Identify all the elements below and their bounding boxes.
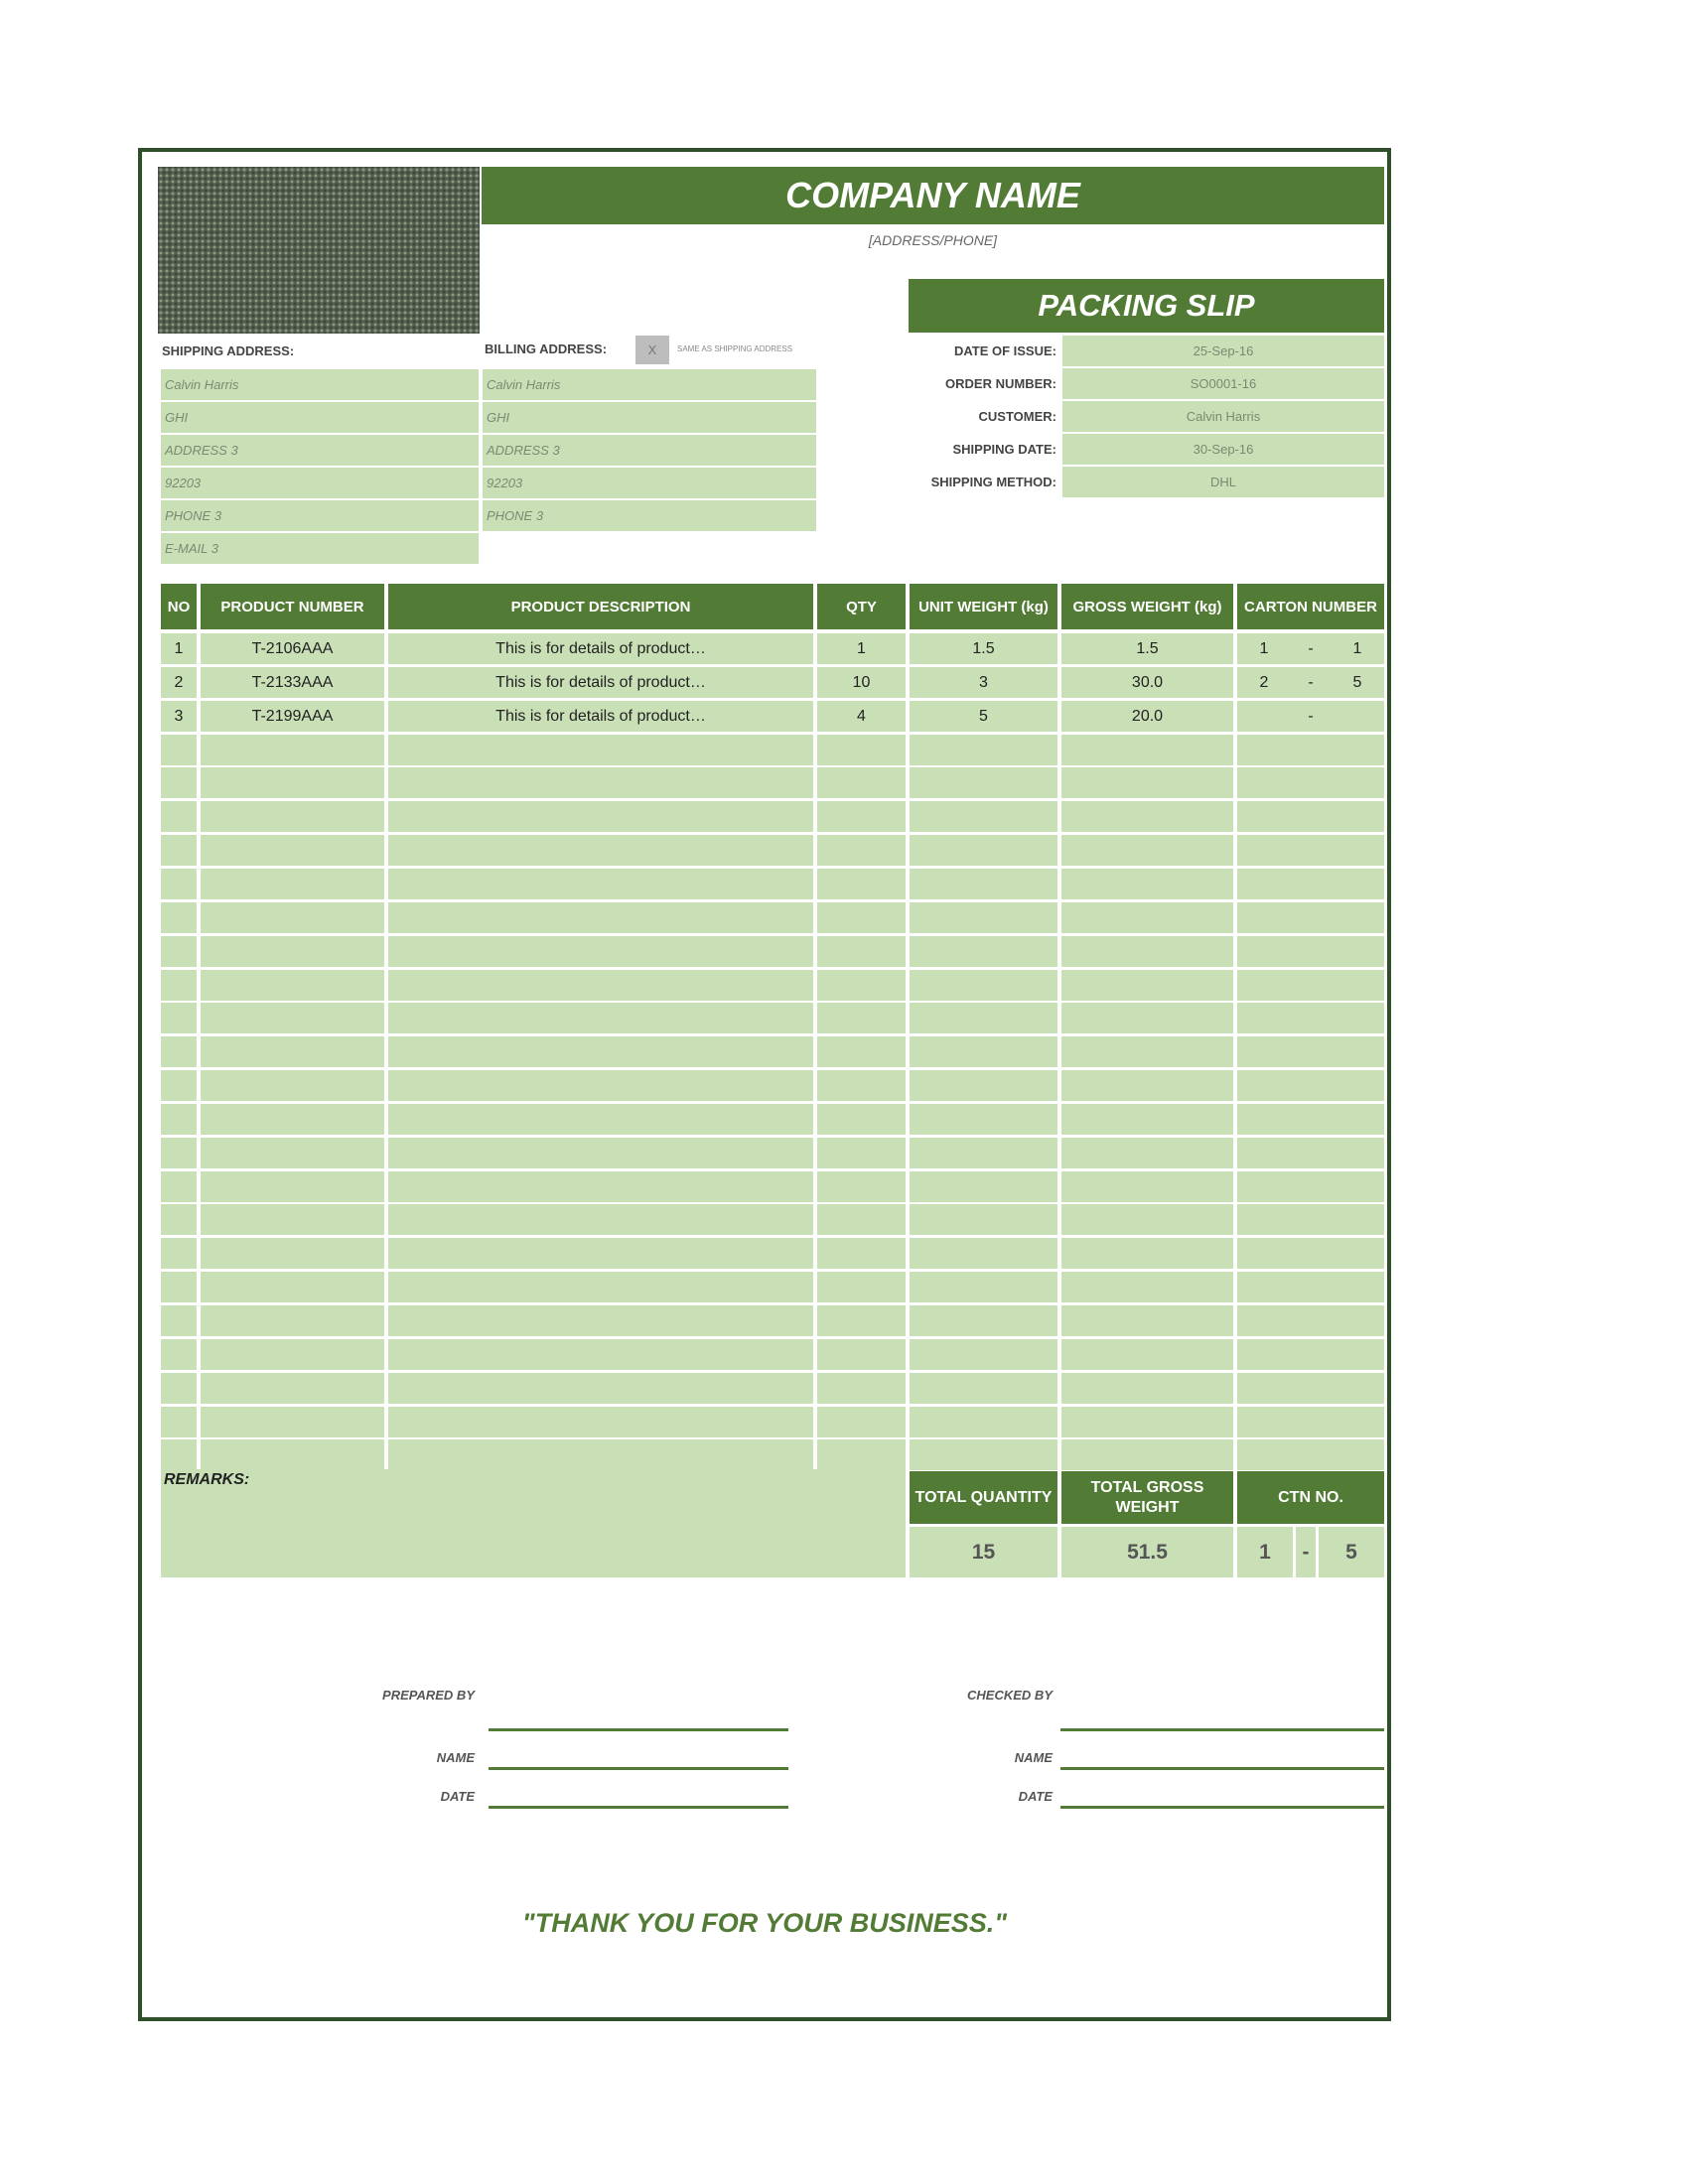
cell-gross-weight[interactable]: 30.0 bbox=[1061, 667, 1233, 698]
cell-qty[interactable]: 1 bbox=[817, 633, 906, 664]
cell-product-description[interactable]: This is for details of product… bbox=[388, 633, 813, 664]
remarks-field[interactable] bbox=[161, 1469, 906, 1577]
cell-gross-weight[interactable] bbox=[1061, 1003, 1233, 1033]
shipping-address-line[interactable]: ADDRESS 3 bbox=[161, 435, 479, 466]
carton-from: 2 bbox=[1259, 673, 1269, 691]
cell-product-description[interactable] bbox=[388, 1204, 813, 1235]
cell-no[interactable] bbox=[161, 1238, 197, 1269]
cell-carton-number[interactable] bbox=[1237, 1036, 1384, 1067]
cell-no[interactable] bbox=[161, 1305, 197, 1336]
cell-unit-weight[interactable] bbox=[910, 1439, 1057, 1470]
cell-unit-weight[interactable] bbox=[910, 869, 1057, 899]
cell-qty[interactable] bbox=[817, 1439, 906, 1470]
cell-unit-weight[interactable] bbox=[910, 1104, 1057, 1135]
cell-product-description[interactable] bbox=[388, 1439, 813, 1470]
customer-value[interactable]: Calvin Harris bbox=[1062, 401, 1384, 432]
document-title: PACKING SLIP bbox=[909, 279, 1384, 333]
thank-you-message: "THANK YOU FOR YOUR BUSINESS." bbox=[521, 1908, 1008, 1938]
cell-gross-weight[interactable] bbox=[1061, 1104, 1233, 1135]
cell-no[interactable] bbox=[161, 1036, 197, 1067]
cell-carton-number[interactable] bbox=[1237, 1070, 1384, 1101]
cell-unit-weight[interactable] bbox=[910, 767, 1057, 798]
col-header-qty: QTY bbox=[817, 584, 906, 629]
ctn-to-value: 5 bbox=[1319, 1527, 1384, 1577]
cell-unit-weight[interactable]: 3 bbox=[910, 667, 1057, 698]
shipping-address-line[interactable]: PHONE 3 bbox=[161, 500, 479, 531]
cell-unit-weight[interactable] bbox=[910, 1171, 1057, 1202]
cell-product-description[interactable] bbox=[388, 1036, 813, 1067]
carton-to: 1 bbox=[1352, 639, 1362, 657]
shipping-method-label: SHIPPING METHOD: bbox=[930, 475, 1056, 489]
cell-carton-number[interactable] bbox=[1237, 735, 1384, 765]
total-gross-weight-label: TOTAL GROSS WEIGHT bbox=[1061, 1471, 1233, 1524]
col-header-product-description: PRODUCT DESCRIPTION bbox=[388, 584, 813, 629]
carton-sep: - bbox=[1308, 673, 1314, 691]
col-header-unit-weight: UNIT WEIGHT (kg) bbox=[910, 584, 1057, 629]
cell-carton-number[interactable] bbox=[1237, 1238, 1384, 1269]
cell-product-number[interactable] bbox=[201, 735, 384, 765]
checked-by-line[interactable] bbox=[1060, 1728, 1384, 1731]
cell-carton-number[interactable] bbox=[1237, 801, 1384, 832]
cell-carton-number[interactable] bbox=[1237, 1373, 1384, 1404]
cell-product-number[interactable]: T-2106AAA bbox=[201, 633, 384, 664]
cell-qty[interactable] bbox=[817, 1272, 906, 1302]
cell-carton-number[interactable] bbox=[1237, 1439, 1384, 1470]
cell-gross-weight[interactable] bbox=[1061, 735, 1233, 765]
cell-unit-weight[interactable]: 1.5 bbox=[910, 633, 1057, 664]
cell-qty[interactable] bbox=[817, 936, 906, 967]
col-header-no: NO bbox=[161, 584, 197, 629]
cell-qty[interactable] bbox=[817, 1003, 906, 1033]
cell-product-description[interactable] bbox=[388, 1339, 813, 1370]
shipping-address-line[interactable]: E-MAIL 3 bbox=[161, 533, 479, 564]
cell-carton-number[interactable] bbox=[1237, 970, 1384, 1001]
cell-qty[interactable] bbox=[817, 970, 906, 1001]
cell-product-description[interactable] bbox=[388, 1238, 813, 1269]
cell-product-number[interactable] bbox=[201, 1272, 384, 1302]
cell-product-number[interactable] bbox=[201, 1138, 384, 1168]
cell-product-description[interactable] bbox=[388, 1138, 813, 1168]
cell-product-number[interactable] bbox=[201, 1104, 384, 1135]
billing-address-line[interactable]: GHI bbox=[483, 402, 816, 433]
cell-no[interactable] bbox=[161, 1171, 197, 1202]
cell-gross-weight[interactable] bbox=[1061, 835, 1233, 866]
billing-address-line[interactable]: PHONE 3 bbox=[483, 500, 816, 531]
cell-gross-weight[interactable] bbox=[1061, 1339, 1233, 1370]
col-header-carton-number: CARTON NUMBER bbox=[1237, 584, 1384, 629]
cell-qty[interactable] bbox=[817, 735, 906, 765]
cell-product-description[interactable] bbox=[388, 767, 813, 798]
cell-product-description[interactable] bbox=[388, 1272, 813, 1302]
cell-carton-number[interactable] bbox=[1237, 1407, 1384, 1437]
company-name: COMPANY NAME bbox=[482, 167, 1384, 224]
cell-product-description[interactable] bbox=[388, 1070, 813, 1101]
cell-product-description[interactable]: This is for details of product… bbox=[388, 701, 813, 732]
cell-qty[interactable] bbox=[817, 1171, 906, 1202]
cell-product-number[interactable]: T-2133AAA bbox=[201, 667, 384, 698]
checked-date-label: DATE bbox=[1018, 1789, 1053, 1804]
cell-product-description[interactable] bbox=[388, 970, 813, 1001]
shipping-address-label: SHIPPING ADDRESS: bbox=[162, 343, 295, 358]
cell-product-number[interactable] bbox=[201, 1003, 384, 1033]
billing-address-label: BILLING ADDRESS: bbox=[485, 341, 608, 356]
carton-sep: - bbox=[1308, 639, 1314, 657]
cell-product-number[interactable] bbox=[201, 1070, 384, 1101]
cell-gross-weight[interactable] bbox=[1061, 1204, 1233, 1235]
cell-product-description[interactable] bbox=[388, 902, 813, 933]
prepared-date-label: DATE bbox=[440, 1789, 475, 1804]
cell-product-number[interactable] bbox=[201, 869, 384, 899]
company-logo bbox=[158, 167, 480, 334]
cell-unit-weight[interactable] bbox=[910, 801, 1057, 832]
shipping-address-line[interactable]: GHI bbox=[161, 402, 479, 433]
cell-gross-weight[interactable] bbox=[1061, 1407, 1233, 1437]
cell-gross-weight[interactable] bbox=[1061, 1439, 1233, 1470]
cell-product-description[interactable] bbox=[388, 735, 813, 765]
cell-product-number[interactable]: T-2199AAA bbox=[201, 701, 384, 732]
cell-no[interactable] bbox=[161, 1339, 197, 1370]
cell-unit-weight[interactable] bbox=[910, 835, 1057, 866]
prepared-name-line[interactable] bbox=[489, 1767, 788, 1770]
cell-product-description[interactable] bbox=[388, 869, 813, 899]
cell-product-number[interactable] bbox=[201, 1171, 384, 1202]
cell-gross-weight[interactable]: 1.5 bbox=[1061, 633, 1233, 664]
cell-gross-weight[interactable] bbox=[1061, 869, 1233, 899]
cell-product-number[interactable] bbox=[201, 970, 384, 1001]
cell-qty[interactable] bbox=[817, 1305, 906, 1336]
cell-qty[interactable]: 4 bbox=[817, 701, 906, 732]
ctn-from-value: 1 bbox=[1237, 1527, 1293, 1577]
cell-qty[interactable] bbox=[817, 1036, 906, 1067]
cell-product-number[interactable] bbox=[201, 767, 384, 798]
cell-qty[interactable] bbox=[817, 1373, 906, 1404]
cell-no[interactable] bbox=[161, 1204, 197, 1235]
cell-product-number[interactable] bbox=[201, 1339, 384, 1370]
order-number-label: ORDER NUMBER: bbox=[945, 376, 1056, 391]
cell-product-number[interactable] bbox=[201, 1204, 384, 1235]
cell-product-number[interactable] bbox=[201, 1238, 384, 1269]
date-of-issue-label: DATE OF ISSUE: bbox=[953, 343, 1056, 358]
cell-no[interactable] bbox=[161, 970, 197, 1001]
cell-gross-weight[interactable] bbox=[1061, 767, 1233, 798]
cell-carton-number[interactable] bbox=[1237, 633, 1384, 664]
cell-product-description[interactable] bbox=[388, 801, 813, 832]
cell-no[interactable] bbox=[161, 936, 197, 967]
cell-unit-weight[interactable] bbox=[910, 970, 1057, 1001]
cell-product-description[interactable] bbox=[388, 1171, 813, 1202]
cell-unit-weight[interactable] bbox=[910, 1272, 1057, 1302]
cell-no[interactable] bbox=[161, 869, 197, 899]
cell-carton-number[interactable] bbox=[1237, 1272, 1384, 1302]
carton-sep: - bbox=[1308, 707, 1314, 725]
cell-carton-number[interactable] bbox=[1237, 902, 1384, 933]
carton-to: 5 bbox=[1352, 673, 1362, 691]
date-of-issue-value[interactable]: 25-Sep-16 bbox=[1062, 336, 1384, 366]
cell-unit-weight[interactable] bbox=[910, 1204, 1057, 1235]
cell-unit-weight[interactable] bbox=[910, 1070, 1057, 1101]
cell-product-number[interactable] bbox=[201, 1036, 384, 1067]
cell-carton-number[interactable] bbox=[1237, 1204, 1384, 1235]
cell-unit-weight[interactable] bbox=[910, 936, 1057, 967]
cell-unit-weight[interactable] bbox=[910, 1373, 1057, 1404]
cell-gross-weight[interactable] bbox=[1061, 1272, 1233, 1302]
checked-name-line[interactable] bbox=[1060, 1767, 1384, 1770]
same-as-shipping-checkbox[interactable]: X bbox=[635, 336, 669, 364]
cell-unit-weight[interactable] bbox=[910, 902, 1057, 933]
same-as-shipping-label: SAME AS SHIPPING ADDRESS bbox=[677, 344, 793, 353]
cell-carton-number[interactable] bbox=[1237, 869, 1384, 899]
cell-unit-weight[interactable] bbox=[910, 1138, 1057, 1168]
cell-no[interactable] bbox=[161, 735, 197, 765]
company-address-phone: [ADDRESS/PHONE] bbox=[868, 232, 998, 248]
cell-product-number[interactable] bbox=[201, 1439, 384, 1470]
cell-qty[interactable] bbox=[817, 1104, 906, 1135]
cell-no[interactable] bbox=[161, 1272, 197, 1302]
checked-name-label: NAME bbox=[1014, 1750, 1053, 1765]
cell-carton-number[interactable] bbox=[1237, 1171, 1384, 1202]
ctn-no-label: CTN NO. bbox=[1237, 1471, 1384, 1524]
billing-address-line[interactable]: ADDRESS 3 bbox=[483, 435, 816, 466]
cell-unit-weight[interactable] bbox=[910, 1238, 1057, 1269]
cell-gross-weight[interactable] bbox=[1061, 1070, 1233, 1101]
prepared-by-line[interactable] bbox=[489, 1728, 788, 1731]
cell-qty[interactable] bbox=[817, 835, 906, 866]
cell-carton-number[interactable] bbox=[1237, 701, 1384, 732]
cell-product-number[interactable] bbox=[201, 936, 384, 967]
prepared-by-label: PREPARED BY bbox=[382, 1688, 475, 1703]
cell-unit-weight[interactable] bbox=[910, 1003, 1057, 1033]
cell-carton-number[interactable] bbox=[1237, 1339, 1384, 1370]
cell-carton-number[interactable] bbox=[1237, 767, 1384, 798]
total-gross-weight-value: 51.5 bbox=[1061, 1527, 1233, 1577]
carton-from: 1 bbox=[1259, 639, 1269, 657]
cell-no[interactable] bbox=[161, 1070, 197, 1101]
cell-carton-number[interactable] bbox=[1237, 1138, 1384, 1168]
cell-no[interactable] bbox=[161, 902, 197, 933]
order-number-value[interactable]: SO0001-16 bbox=[1062, 368, 1384, 399]
cell-gross-weight[interactable] bbox=[1061, 1036, 1233, 1067]
cell-product-description[interactable] bbox=[388, 835, 813, 866]
cell-qty[interactable] bbox=[817, 1238, 906, 1269]
customer-label: CUSTOMER: bbox=[978, 409, 1056, 424]
cell-no[interactable] bbox=[161, 1003, 197, 1033]
cell-carton-number[interactable] bbox=[1237, 1305, 1384, 1336]
prepared-name-label: NAME bbox=[436, 1750, 475, 1765]
cell-no[interactable] bbox=[161, 1138, 197, 1168]
cell-product-description[interactable] bbox=[388, 1104, 813, 1135]
cell-carton-number[interactable] bbox=[1237, 936, 1384, 967]
cell-qty[interactable] bbox=[817, 1138, 906, 1168]
cell-product-description[interactable] bbox=[388, 1407, 813, 1437]
cell-no[interactable] bbox=[161, 767, 197, 798]
cell-qty[interactable] bbox=[817, 1204, 906, 1235]
ctn-separator: - bbox=[1296, 1527, 1316, 1577]
cell-unit-weight[interactable] bbox=[910, 735, 1057, 765]
total-quantity-value: 15 bbox=[910, 1527, 1057, 1577]
cell-gross-weight[interactable] bbox=[1061, 1171, 1233, 1202]
remarks-label: REMARKS: bbox=[164, 1471, 250, 1488]
cell-product-number[interactable] bbox=[201, 902, 384, 933]
cell-no[interactable]: 2 bbox=[161, 667, 197, 698]
cell-gross-weight[interactable] bbox=[1061, 801, 1233, 832]
col-header-gross-weight: GROSS WEIGHT (kg) bbox=[1061, 584, 1233, 629]
cell-gross-weight[interactable] bbox=[1061, 1305, 1233, 1336]
cell-qty[interactable] bbox=[817, 869, 906, 899]
shipping-date-value[interactable]: 30-Sep-16 bbox=[1062, 434, 1384, 465]
cell-qty[interactable] bbox=[817, 767, 906, 798]
cell-gross-weight[interactable] bbox=[1061, 936, 1233, 967]
shipping-address-line[interactable]: Calvin Harris bbox=[161, 369, 479, 400]
shipping-method-value[interactable]: DHL bbox=[1062, 467, 1384, 497]
cell-product-number[interactable] bbox=[201, 1373, 384, 1404]
cell-product-number[interactable] bbox=[201, 1305, 384, 1336]
cell-unit-weight[interactable] bbox=[910, 1407, 1057, 1437]
cell-carton-number[interactable] bbox=[1237, 1003, 1384, 1033]
cell-gross-weight[interactable] bbox=[1061, 1373, 1233, 1404]
checked-by-label: CHECKED BY bbox=[967, 1688, 1053, 1703]
cell-product-description[interactable] bbox=[388, 1003, 813, 1033]
cell-gross-weight[interactable] bbox=[1061, 1138, 1233, 1168]
cell-unit-weight[interactable] bbox=[910, 1305, 1057, 1336]
cell-no[interactable] bbox=[161, 1373, 197, 1404]
cell-product-description[interactable] bbox=[388, 1373, 813, 1404]
cell-product-description[interactable] bbox=[388, 936, 813, 967]
cell-qty[interactable] bbox=[817, 1407, 906, 1437]
cell-product-number[interactable] bbox=[201, 801, 384, 832]
billing-address-line[interactable]: Calvin Harris bbox=[483, 369, 816, 400]
cell-qty[interactable] bbox=[817, 902, 906, 933]
cell-carton-number[interactable] bbox=[1237, 1104, 1384, 1135]
cell-no[interactable]: 1 bbox=[161, 633, 197, 664]
cell-unit-weight[interactable]: 5 bbox=[910, 701, 1057, 732]
cell-no[interactable] bbox=[161, 835, 197, 866]
cell-qty[interactable]: 10 bbox=[817, 667, 906, 698]
cell-unit-weight[interactable] bbox=[910, 1036, 1057, 1067]
billing-address-line[interactable]: 92203 bbox=[483, 468, 816, 498]
shipping-date-label: SHIPPING DATE: bbox=[952, 442, 1056, 457]
checked-date-line[interactable] bbox=[1060, 1806, 1384, 1809]
cell-qty[interactable] bbox=[817, 1339, 906, 1370]
cell-gross-weight[interactable]: 20.0 bbox=[1061, 701, 1233, 732]
cell-no[interactable] bbox=[161, 1407, 197, 1437]
cell-no[interactable] bbox=[161, 1439, 197, 1470]
cell-no[interactable]: 3 bbox=[161, 701, 197, 732]
cell-no[interactable] bbox=[161, 801, 197, 832]
cell-unit-weight[interactable] bbox=[910, 1339, 1057, 1370]
cell-product-number[interactable] bbox=[201, 1407, 384, 1437]
col-header-product-number: PRODUCT NUMBER bbox=[201, 584, 384, 629]
cell-product-number[interactable] bbox=[201, 835, 384, 866]
cell-product-description[interactable] bbox=[388, 1305, 813, 1336]
cell-carton-number[interactable] bbox=[1237, 835, 1384, 866]
cell-gross-weight[interactable] bbox=[1061, 1238, 1233, 1269]
shipping-address-line[interactable]: 92203 bbox=[161, 468, 479, 498]
cell-product-description[interactable]: This is for details of product… bbox=[388, 667, 813, 698]
cell-no[interactable] bbox=[161, 1104, 197, 1135]
cell-gross-weight[interactable] bbox=[1061, 902, 1233, 933]
cell-qty[interactable] bbox=[817, 1070, 906, 1101]
prepared-date-line[interactable] bbox=[489, 1806, 788, 1809]
cell-carton-number[interactable] bbox=[1237, 667, 1384, 698]
cell-gross-weight[interactable] bbox=[1061, 970, 1233, 1001]
cell-qty[interactable] bbox=[817, 801, 906, 832]
total-quantity-label: TOTAL QUANTITY bbox=[910, 1471, 1057, 1524]
